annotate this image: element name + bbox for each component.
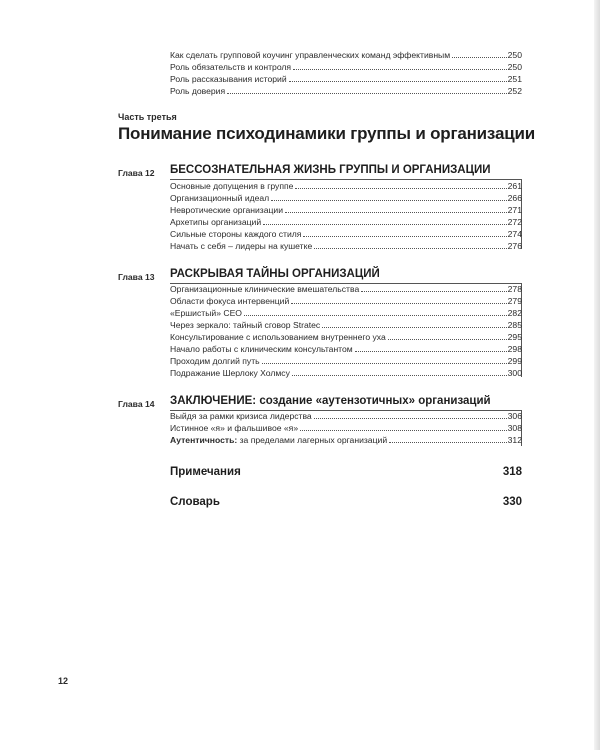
chapter-number: Глава 14 bbox=[118, 399, 155, 409]
toc-entry-title: Роль обязательств и контроля bbox=[170, 62, 292, 72]
toc-entry-title: Организационный идеал bbox=[170, 193, 270, 203]
toc-entry-title: Выйдя за рамки кризиса лидерства bbox=[170, 411, 312, 421]
toc-entry-page: 308 bbox=[507, 423, 522, 433]
toc-entry bbox=[170, 180, 522, 192]
dot-leader bbox=[291, 302, 506, 304]
chapter-title: ЗАКЛЮЧЕНИЕ: создание «аутензотичных» организаций bbox=[170, 395, 491, 407]
toc-entry bbox=[170, 49, 522, 61]
back-matter-page: 330 bbox=[502, 496, 522, 508]
toc-entry-title: Через зеркало: тайный сговор Stratec bbox=[170, 320, 321, 330]
dot-leader bbox=[271, 199, 506, 201]
toc-entry bbox=[170, 319, 522, 331]
toc-entry-page: 250 bbox=[507, 50, 522, 60]
chapter-number: Глава 13 bbox=[118, 272, 155, 282]
back-matter-title: Примечания bbox=[170, 466, 241, 478]
toc-entry-title: Невротические организации bbox=[170, 205, 284, 215]
toc-entry-page: 298 bbox=[507, 344, 522, 354]
dot-leader bbox=[452, 56, 507, 58]
toc-entry-title: «Ершистый» CEO bbox=[170, 308, 242, 318]
dot-leader bbox=[263, 223, 507, 225]
dot-leader bbox=[388, 338, 507, 340]
toc-entry-page: 272 bbox=[507, 217, 522, 227]
toc-entry-title: Основные допущения в группе bbox=[170, 181, 294, 191]
chapter-title: БЕССОЗНАТЕЛЬНАЯ ЖИЗНЬ ГРУППЫ И ОРГАНИЗАЦИИ bbox=[170, 164, 491, 176]
dot-leader bbox=[262, 362, 507, 364]
toc-entry bbox=[170, 295, 522, 307]
page-edge bbox=[594, 0, 600, 750]
toc-entry bbox=[170, 410, 522, 422]
part-label: Часть третья bbox=[118, 112, 177, 122]
dot-leader bbox=[227, 92, 507, 94]
dot-leader bbox=[322, 326, 506, 328]
toc-entry bbox=[170, 61, 522, 73]
toc-entry-title: Проходим долгий путь bbox=[170, 356, 260, 366]
toc-entry-title: Роль доверия bbox=[170, 86, 226, 96]
toc-entry bbox=[170, 367, 522, 379]
dot-leader bbox=[389, 441, 507, 443]
toc-entry-title: Роль рассказывания историй bbox=[170, 74, 287, 84]
toc-entry-page: 285 bbox=[507, 320, 522, 330]
toc-entry-title: Истинное «я» и фальшивое «я» bbox=[170, 423, 299, 433]
toc-entry-page: 312 bbox=[507, 435, 522, 445]
toc-entry-page: 251 bbox=[507, 74, 522, 84]
dot-leader bbox=[314, 417, 507, 419]
toc-entry bbox=[170, 355, 522, 367]
dot-leader bbox=[285, 211, 507, 213]
back-matter-page: 318 bbox=[502, 466, 522, 478]
toc-entry-title-bold: Аутентичность: bbox=[170, 435, 238, 445]
toc-entry bbox=[170, 307, 522, 319]
dot-leader bbox=[289, 80, 507, 82]
dot-leader bbox=[303, 235, 506, 237]
toc-entry bbox=[170, 240, 522, 252]
toc-entry-title-rest: за пределами лагерных организаций bbox=[237, 435, 388, 445]
toc-entry-page: 271 bbox=[507, 205, 522, 215]
toc-entry-page: 279 bbox=[507, 296, 522, 306]
toc-entry bbox=[170, 73, 522, 85]
toc-entry-page: 276 bbox=[507, 241, 522, 251]
toc-entry-title: Начать с себя – лидеры на кушетке bbox=[170, 241, 313, 251]
toc-entry-title bbox=[170, 434, 387, 446]
toc-entry bbox=[170, 192, 522, 204]
dot-leader bbox=[293, 68, 507, 70]
chapter-number: Глава 12 bbox=[118, 168, 155, 178]
page-number: 12 bbox=[58, 676, 69, 686]
toc-entry-page: 266 bbox=[507, 193, 522, 203]
dot-leader bbox=[292, 374, 507, 376]
toc-entry bbox=[170, 228, 522, 240]
toc-entry-title: Консультирование с использованием внутреннего уха bbox=[170, 332, 386, 342]
toc-entry-page: 252 bbox=[507, 86, 522, 96]
toc-entry-title: Сильные стороны каждого стиля bbox=[170, 229, 302, 239]
toc-entry bbox=[170, 204, 522, 216]
toc-entry-title: Архетипы организаций bbox=[170, 217, 262, 227]
dot-leader bbox=[295, 187, 506, 189]
toc-entry-title: Подражание Шерлоку Холмсу bbox=[170, 368, 290, 378]
toc-entry bbox=[170, 331, 522, 343]
toc-entry-title: Области фокуса интервенций bbox=[170, 296, 290, 306]
toc-entry bbox=[170, 216, 522, 228]
chapter-title: РАСКРЫВАЯ ТАЙНЫ ОРГАНИЗАЦИЙ bbox=[170, 268, 380, 280]
dot-leader bbox=[300, 429, 507, 431]
toc-entry bbox=[170, 422, 522, 434]
toc-entry bbox=[170, 343, 522, 355]
toc-entry-title: Организационные клинические вмешательства bbox=[170, 284, 360, 294]
dot-leader bbox=[361, 290, 506, 292]
toc-entry-page: 295 bbox=[507, 332, 522, 342]
toc-entry bbox=[170, 283, 522, 295]
dot-leader bbox=[244, 314, 507, 316]
toc-entry-page: 261 bbox=[507, 181, 522, 191]
toc-entry bbox=[170, 434, 522, 446]
back-matter-glossary bbox=[170, 496, 522, 508]
toc-entry-title: Как сделать групповой коучинг управленческих команд эффективным bbox=[170, 50, 451, 60]
toc-entry-page: 282 bbox=[507, 308, 522, 318]
toc-entry bbox=[170, 85, 522, 97]
dot-leader bbox=[355, 350, 507, 352]
toc-entry-page: 250 bbox=[507, 62, 522, 72]
toc-entry-page: 274 bbox=[507, 229, 522, 239]
toc-entry-page: 306 bbox=[507, 411, 522, 421]
back-matter-title: Словарь bbox=[170, 496, 220, 508]
back-matter-notes bbox=[170, 466, 522, 478]
part-title: Понимание психодинамики группы и организации bbox=[118, 124, 535, 143]
toc-entry-page: 299 bbox=[507, 356, 522, 366]
toc-entry-page: 300 bbox=[507, 368, 522, 378]
toc-entry-page: 278 bbox=[507, 284, 522, 294]
dot-leader bbox=[314, 247, 506, 249]
toc-entry-title: Начало работы с клиническим консультантом bbox=[170, 344, 353, 354]
